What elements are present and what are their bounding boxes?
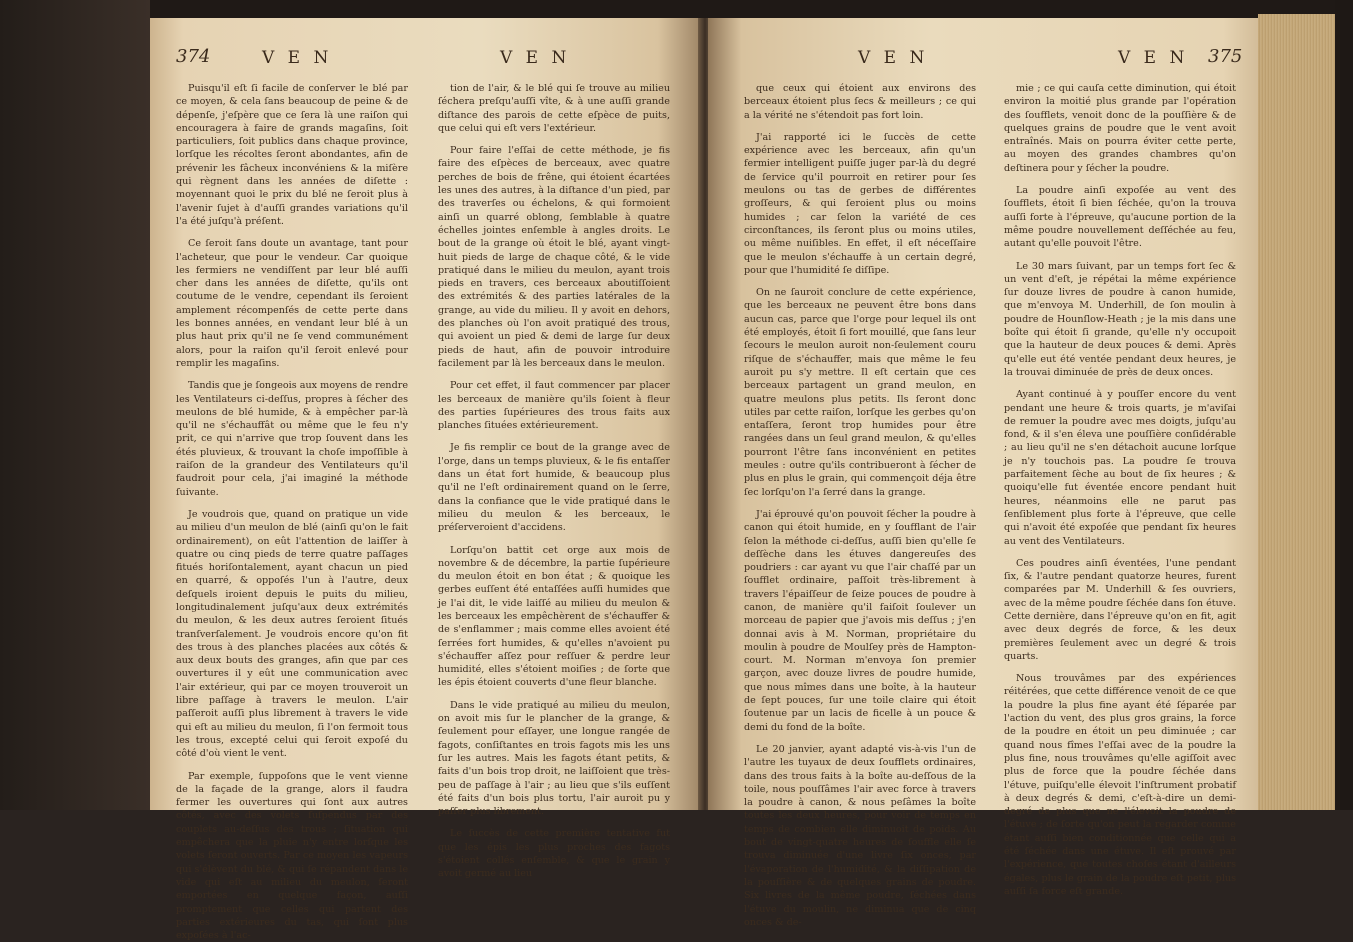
left-column-1 (176, 82, 408, 942)
right-running-head-center: V E N (858, 48, 929, 68)
paragraph: Le 30 mars ſuivant, par un temps fort ſec & un vent d'eſt, je répétai la même expérience ſur douze livres de poudre à canon humide, que m'envoya M. Underhill, de ſon moulin à poudre de Hounſlow-Heath ; je la mis dans une boîte qui étoit ſi grande, qu'elle n'y occupoit que la hauteur de deux pouces & demi. Après qu'elle eut été ventée pendant deux heures, je la trouvai diminuée de près de deux onces. (1004, 260, 1236, 378)
left-page (150, 18, 702, 942)
paragraph: Dans le vide pratiqué au milieu du meulon, on avoit mis ſur le plancher de la grange, & ſeulement pour eſſayer, une longue rangée de fagots, conſiſtantes en trois fagots mis les uns ſur les autres. Mais les fagots étant petits, & faits d'un bois trop droit, ne laiſſoient que très-peu de paſſage à l'air ; au lieu que s'ils euſſent été faits d'un bois plus tortu, l'air auroit pu y paſſer plus librement. (438, 699, 670, 818)
paragraph: Par exemple, ſuppoſons que le vent vienne de la façade de la grange, alors il faudra fermer les ouvertures qui ſont aux autres côtés, avec des volets ſuſpendus par des couplets au-deſſus des trous ; ſituation qui empêchera que la pluie n'y entre lorſque les volets ſeront ouverts. Par ce moyen les vapeurs qui s'élèvent du blé, & qui ſe répandent dans le vide qui eſt au milieu du meulon, ſeront emportées en quelque façon, auſſi promptement que celles qui partent des parties extérieures du tas, qui ſont plus expoſées à l'ac- (176, 770, 408, 942)
paragraph: On ne ſauroit conclure de cette expérience, que les berceaux ne peuvent être bons dans aucun cas, parce que l'orge pour lequel ils ont été employés, étoit ſi fort mouillé, que ſans leur ſecours le meulon auroit non-ſeulement couru riſque de s'échauffer, mais que même le feu auroit pu s'y mettre. Il eſt certain que ces berceaux partagent un grand meulon, en quatre meulons plus petits. Ils ſeront donc utiles par cette raiſon, lorſque les gerbes qu'on entaſſera, ſeront trop humides pour être rangées dans un ſeul grand meulon, & qu'elles pourront l'être ſans inconvénient en petites meules : outre qu'ils contribueront à ſécher de plus en plus le grain, qui commençoit déja être ſec lorſqu'on l'a ſerré dans la grange. (744, 287, 976, 498)
paragraph: La poudre ainſi expoſée au vent des ſoufflets, étoit ſi bien ſéchée, qu'on la trouva auſſi forte à l'épreuve, qu'aucune portion de la même poudre nouvellement deſſéchée au feu, autant qu'elle pouvoit l'être. (1004, 185, 1236, 250)
paragraph: Le ſuccès de cette première tentative fut que les épis les plus proches des fagots s'étoient collés enſemble, & que le grain y avoit germé au lieu (438, 828, 670, 880)
background-right (1335, 0, 1353, 810)
paragraph: Pour faire l'eſſai de cette méthode, je fis faire des eſpèces de berceaux, avec quatre perches de bois de frêne, qui étoient écartées les unes des autres, à la diſtance d'un pied, par des traverſes ou échelons, & qui formoient ainſi un quarré oblong, ſemblable à quatre échelles jointes enſemble à angles droits. Le bout de la grange où étoit le blé, ayant vingt-huit pieds de large de chaque côté, & le vide pratiqué dans le milieu du meulon, ayant trois pieds en travers, ces berceaux aboutiſſoient des extrémités & des parties latérales de la grange, au vide du milieu. Il y avoit en dehors, des planches où l'on avoit pratiqué des trous, qui avoient un pied & demi de large ſur deux pieds de haut, afin de pouvoir introduire facilement par là les berceaux dans le meulon. (438, 145, 670, 369)
paragraph: Je voudrois que, quand on pratique un vide au milieu d'un meulon de blé (ainſi qu'on le fait ordinairement), on eût l'attention de laiſſer à quatre ou cinq pieds de terre quatre paſſages fitués horiſontalement, ayant chacun un pied en quarré, & oppoſés l'un à l'autre, deux deſquels iroient depuis le puits du milieu, longitudinalement juſqu'aux deux extrémités du meulon, & les deux autres ſeroient ſitués tranſverſalement. Je voudrois encore qu'on fit des trous à des planches placées aux côtés & aux deux bouts des granges, afin que par ces ouvertures il y eût une communication avec l'air extérieur, qui par ce moyen trouveroit un libre paſſage à travers le meulon. L'air paſſeroit auſſi plus librement à travers le vide qui eſt au milieu du meulon, ſi l'on fermoit tous les trous, excepté celui qui ſeroit expoſé du côté d'où vient le vent. (176, 508, 408, 760)
right-page-number: 375 (1208, 46, 1243, 67)
left-page-number: 374 (176, 46, 211, 67)
paragraph: Ces poudres ainſi éventées, l'une pendant ſix, & l'autre pendant quatorze heures, furent comparées par M. Underhill & ſes ouvriers, avec de la même poudre ſéchée dans ſon étuve. Cette dernière, dans l'épreuve qu'on en fit, agit avec deux degrés de force, & les deux premières ſeulement avec un degré & trois quarts. (1004, 557, 1236, 662)
right-column-2 (1004, 82, 1236, 897)
right-page (708, 18, 1268, 928)
left-running-head-center: V E N (500, 48, 571, 68)
background-top (0, 0, 1353, 18)
background-left (0, 0, 150, 810)
paragraph: J'ai rapporté ici le ſuccès de cette expérience avec les berceaux, afin qu'un fermier intelligent puiſſe juger par-là du degré de ſervice qu'il pourroit en retirer pour ſes meulons ou tas de gerbes de différentes groſſeurs, & qui ſeroient plus ou moins humides ; car ſelon la variété de ces circonſtances, ils ſeront plus ou moins utiles, ou même nuiſibles. En effet, il eſt néceſſaire que le meulon s'échauffe à un certain degré, pour que l'humidité ſe diſſipe. (744, 131, 976, 276)
paragraph: Tandis que je ſongeois aux moyens de rendre les Ventilateurs ci-deſſus, propres à ſécher des meulons de blé humide, & à empêcher par-là qu'il ne s'échauffât ou même que le feu n'y prit, ce qui n'arrive que trop ſouvent dans les étés pluvieux, & trouvant la choſe impoſſible à raiſon de la grandeur des Ventilateurs qu'il faudroit pour cela, j'ai imaginé la méthode ſuivante. (176, 380, 408, 498)
paragraph: Pour cet effet, il faut commencer par placer les berceaux de manière qu'ils ſoient à fleur des parties ſupérieures des trous faits aux planches ſituées extérieurement. (438, 380, 670, 432)
paragraph: mie ; ce qui cauſa cette diminution, qui étoit environ la moitié plus grande par l'opération des ſoufflets, venoit donc de la pouſſière & de quelques grains de poudre que le vent avoit entraînés. Mais on pourra éviter cette perte, au moyen des grandes chambres qu'on deſtinera pour y ſécher la poudre. (1004, 83, 1236, 174)
paragraph: Puisqu'il eſt ſi facile de conſerver le blé par ce moyen, & cela ſans beaucoup de peine & de dépenſe, j'eſpère que ce ſera là une raiſon qui encouragera à faire de grands magaſins, ſoit particuliers, ſoit publics dans chaque province, lorſque les récoltes ſeront abondantes, afin de prévenir les fâcheux inconvéniens & la miſère qui règnent dans les années de diſette : moyennant quoi le prix du blé ne ſeroit plus à l'avenir ſujet à d'auſſi grandes variations qu'il l'a été juſqu'à préſent. (176, 83, 408, 227)
paragraph: que ceux qui étoient aux environs des berceaux étoient plus ſecs & meilleurs ; ce qui a la vérité ne s'étendoit pas fort loin. (744, 83, 976, 121)
paragraph: Le 20 janvier, ayant adapté vis-à-vis l'un de l'autre les tuyaux de deux ſoufflets ordinaires, dans des trous faits à la boîte au-deſſous de la toile, nous pouſſâmes l'air avec force à travers la poudre à canon, & nous peſâmes la boîte toutes les deux heures, pour voir de temps en temps de combien elle diminuoit de poids. Au bout de vingt-quatre heures de ſouffle elle ſe trouva diminuée d'une livre ſix onces, par l'évaporation de l'humidité, & la diſſipation de la pouſſière & de quelques grains de poudre. Six livres de la même poudre, ſéchées dans l'étuve du moulin, ne diminua que de cinq onces & de- (744, 743, 976, 928)
paragraph: Ayant continué à y pouſſer encore du vent pendant une heure & trois quarts, je m'aviſai de remuer la poudre avec mes doigts, juſqu'au fond, & il s'en éleva une pouſſière conſidérable ; au lieu qu'il ne s'en détachoit aucune lorſque je n'y touchois pas. La poudre ſe trouva parfaitement ſèche au bout de ſix heures ; & quoiqu'elle fut éventée encore pendant huit heures, néanmoins elle ne parut pas ſenſiblement plus forte à l'épreuve, que celle qui n'avoit été expoſée que pendant ſix heures au vent des Ventilateurs. (1004, 389, 1236, 547)
paragraph: Je fis remplir ce bout de la grange avec de l'orge, dans un temps pluvieux, & le fis entaſſer dans un état fort humide, & beaucoup plus qu'il ne l'eſt ordinairement quand on le ſerre, dans la confiance que le vide pratiqué dans le milieu du meulon & les berceaux, le préſerveroient d'accidens. (438, 442, 670, 534)
paragraph: Ce ſeroit ſans doute un avantage, tant pour l'acheteur, que pour le vendeur. Car quoique les fermiers ne vendiſſent par leur blé auſſi cher dans les années de diſette, qu'ils ont coutume de le vendre, cependant ils ſeroient amplement récompenſés de cette perte dans les bonnes années, en vendant leur blé à un plus haut prix qu'il ne ſe vend communément alors, pour la raiſon qu'il ſeroit enlevé pour remplir les magaſins. (176, 238, 408, 369)
paragraph: Lorſqu'on battit cet orge aux mois de novembre & de décembre, la partie ſupérieure du meulon étoit en bon état ; & quoique les gerbes euſſent été entaſſées auſſi humides que je l'ai dit, le vide laiſſé au milieu du meulon & les berceaux les empêchèrent de s'échauffer & de s'enflammer ; mais comme elles avoient été ſerrées fort humides, & qu'elles n'avoient pu s'échauffer aſſez pour reſſuer & perdre leur humidité, elles s'étoient moiſies ; de ſorte que les épis étoient couverts d'une fleur blanche. (438, 544, 670, 689)
paragraph: J'ai éprouvé qu'on pouvoit ſécher la poudre à canon qui étoit humide, en y ſoufflant de l'air ſelon la méthode ci-deſſus, auſſi bien qu'elle ſe deſſèche dans les étuves dangereuſes des poudriers : car ayant vu que l'air chaſſé par un ſoufflet ordinaire, paſſoit très-librement à travers l'épaiſſeur de ſeize pouces de poudre à canon, de manière qu'il faiſoit ſoulever un morceau de papier que j'avois mis deſſus ; j'en donnai avis à M. Norman, propriétaire du moulin à poudre de Moulſey près de Hampton-court. M. Norman m'envoya ſon premier garçon, avec douze livres de poudre humide, que nous mîmes dans une boîte, à la hauteur de ſept pouces, ſur une toile claire qui étoit ſoutenue par un lacis de ficelle à un pouce & demi du fond de la boîte. (744, 508, 976, 733)
paragraph: tion de l'air, & le blé qui ſe trouve au milieu ſéchera preſqu'auſſi vîte, & à une auſſi grande diſtance des parois de cette eſpèce de puits, que celui qui eſt vers l'extérieur. (438, 83, 670, 134)
left-running-head-left: V E N (262, 48, 333, 68)
right-column-1 (744, 82, 976, 928)
right-running-head-right: V E N (1118, 48, 1189, 68)
paragraph: Nous trouvâmes par des expériences réitérées, que cette différence venoit de ce que la poudre la plus fine ayant été ſéparée par l'action du vent, des plus gros grains, la force de la poudre en étoit un peu diminuée ; car quand nous fîmes l'eſſai avec de la poudre la plus fine, nous trouvâmes qu'elle agiſſoit avec plus de force que la poudre ſéchée dans l'étuve, puiſqu'elle élevoit l'inſtrument probatif à deux degrés & demi, c'eſt-à-dire un demi-degré de plus que ne l'élevoit la poudre de l'étuve ; de ſorte qu'on peut la regarder comme étant auſſi bien conditionnée que celle qui a été ſéchée dans une étuve. Il eſt prouvé par l'expérience, que toutes choſes étant d'ailleurs égales, plus le grain de la poudre eſt petit, plus auſſi ſa force eſt grande. (1004, 673, 1236, 897)
left-column-2 (438, 82, 670, 880)
open-book (150, 18, 1260, 942)
